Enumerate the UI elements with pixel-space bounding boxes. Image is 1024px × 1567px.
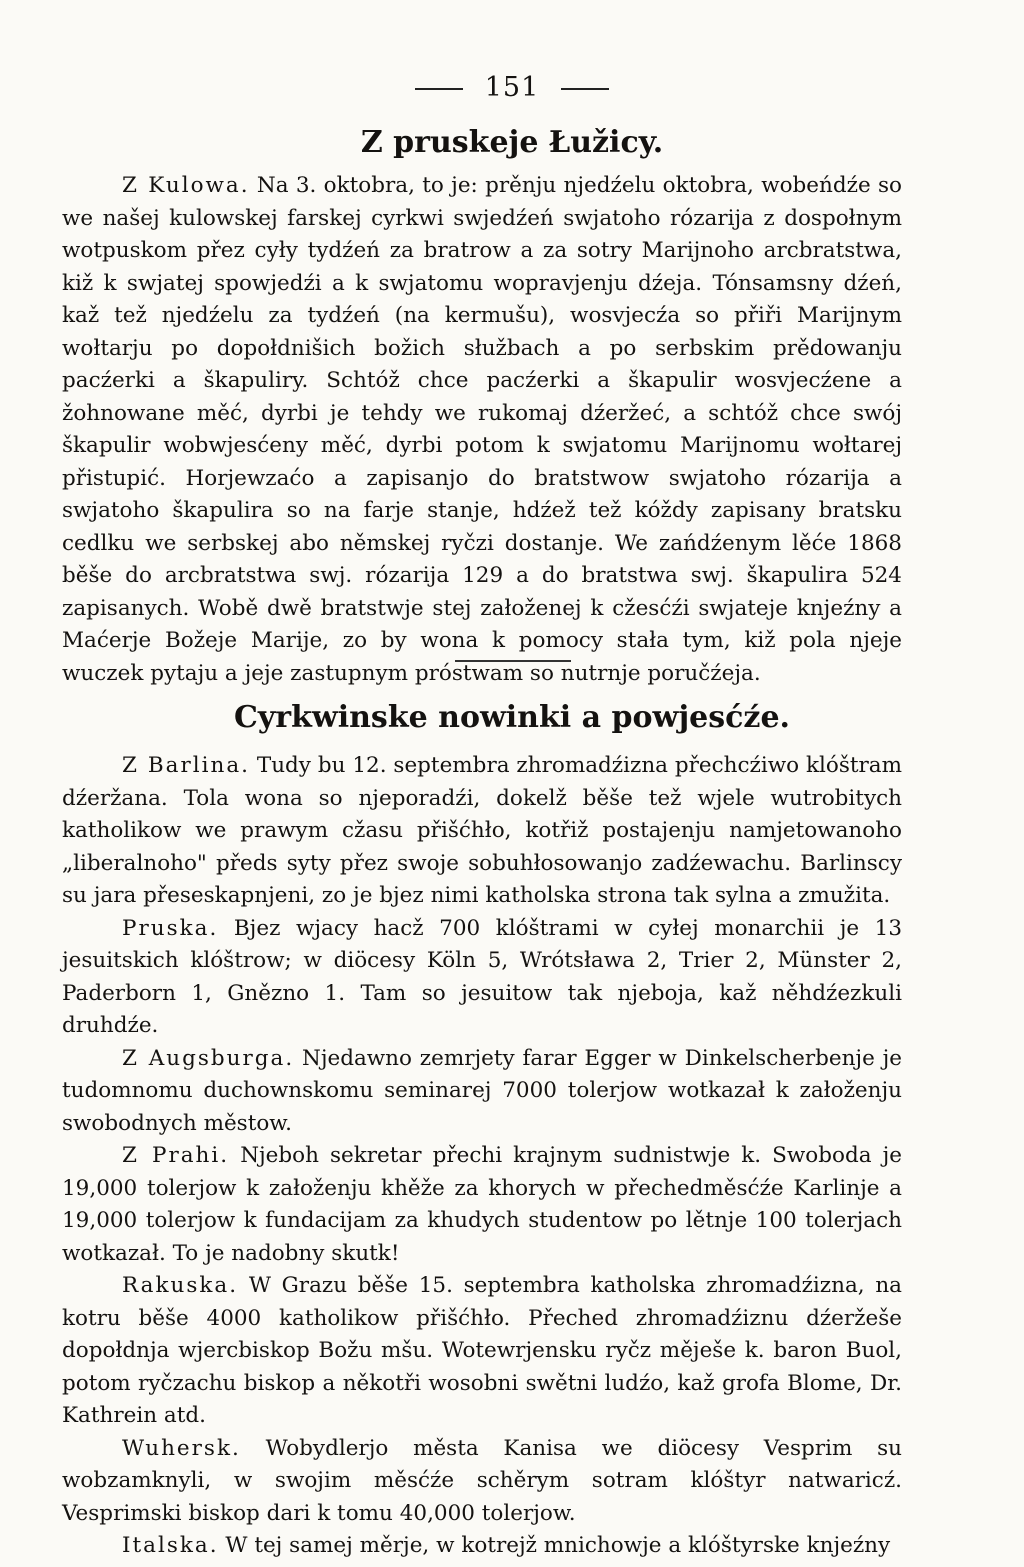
page-number: 151: [484, 72, 540, 103]
paragraph-text: Bjez wjacy hacž 700 klóštrami w cyłej monarchii je 13 jesuitskich klóštrow; w diöcesy Köln 5, Wrótsława 2, Trier 2, Münster 2, Paderborn 1, Gnězno 1. Tam so jesuitow tak njeboja, kaž něhdźezkuli druhdźe.: [62, 915, 902, 1038]
paragraph-text: W tej samej měrje, w kotrejž mnichowje a klóštyrske knjeźny: [225, 1533, 891, 1558]
paragraph-text: W Grazu běše 15. septembra katholska zhromadźizna, na kotru běše 4000 katholikow přišćhło. Přeched zhromadźiznu dźeržeše dopołdnja wjercbiskop Božu mšu. Wotewrjensku ryčz měješe k. baron Buol, potom ryčzachu biskop a někotři wosobni swětni ludźo, kaž grofa Blome, Dr. Kathrein atd.: [62, 1273, 902, 1428]
place-name: Z Prahi.: [122, 1143, 230, 1168]
news-paragraph-augsburg: [62, 1043, 902, 1141]
section-heading-lusatia: Z pruskeje Łužicy.: [360, 125, 664, 160]
news-paragraph-berlin: [62, 750, 902, 913]
dash-left: [415, 88, 463, 90]
page-number-line: [0, 72, 1024, 103]
news-paragraph-hungary: [62, 1433, 902, 1531]
news-paragraph-austria: [62, 1270, 902, 1433]
news-paragraph-prussia: [62, 913, 902, 1043]
paragraph-text: Njedawno zemrjety farar Egger w Dinkelscherbenje je tudomnomu duchownskomu seminarej 7000 tolerjow wotkazał k załoženju swobodnych městow.: [62, 1045, 902, 1136]
place-name: Wuhersk.: [122, 1435, 241, 1461]
place-name: Z Kulowa.: [122, 173, 250, 198]
news-paragraph-prague: [62, 1140, 902, 1270]
paragraph-text: Wobydlerjo města Kanisa we diöcesy Vesprim su wobzamknyli, w swojim měsćźe schěrym sotram klóštyr natwaricź. Vesprimski biskop dari k tomu 40,000 tolerjow.: [62, 1435, 902, 1526]
paragraph-text: Tudy bu 12. septembra zhromadźizna přechcźiwo klóštram dźeržana. Tola wona so njeporadźi, dokelž běše tež wjele wutrobitych katholikow we prawym cžasu přišćhło, kotřiž postajenju namjetowanoho „liberalnoho" předs syty přez swoje sobuhłosowanjo zadźewachu. Barlinscy su jara přeseskapnjeni, zo je bjez nimi katholska strona tak sylna a zmužita.: [62, 753, 902, 908]
paragraph-text: Na 3. oktobra, to je: prěnju njedźelu oktobra, wobeńdźe so we našej kulowskej farskej cyrkwi swjedźeń swjatoho rózarija z dospołnym wotpuskom přez cyły tydźeń za bratrow a za sotry Marijnoho arcbratstwa, kiž k swjatej spowjedźi a k swjatomu wopravjenju dźeja. Tónsamsny dźeń, kaž tež njedźelu za tydźeń (na kermušu), wosvjecźa so přiři Marijnym wołtarju po dopołdnišich božich słužbach a po serbskim prědowanju pacźerki a škapuliry. Schtóž chce pacźerki a škapulir wosvjecźene a žohnowane měć, dyrbi je tehdy we rukomaj dźeržeć, a schtóž chce swój škapulir wobwjesćeny měć, dyrbi potom k swjatomu Marijnomu wołtarej přistupić. Horjewzaćo a zapisanjo do bratstwow swjatoho rózarija a swjatoho škapulira so na farje stanje, hdźež tež kóždy zapisany bratsku cedlku we serbskej abo němskej ryčzi dostanje. We zańdźenym lěće 1868 běše do arcbratstwa swj. rózarija 129 a do bratstwa swj. škapulira 524 zapisanych. Wobě dwě bratstwje stej załoženej k cžesćźi swjateje knjeźny a Maćerje Božeje Marije, zo by wona k pomocy stała tym, kiž pola njeje wuczek pytaju a jeje zastupnym próstwam so nutrnje poručźeja.: [62, 173, 902, 686]
place-name: Z Barlina.: [122, 753, 250, 778]
place-name: Pruska.: [122, 915, 219, 941]
paragraph-text: Njeboh sekretar přechi krajnym sudnistwje k. Swoboda je 19,000 tolerjow k załoženju khěže za khorych w přechedměsćźe Karlinje a 19,000 tolerjow k fundacijam za khudych studentow po lětnje 100 tolerjach wotkazał. To je nadobny skutk!: [62, 1143, 902, 1266]
dash-right: [561, 88, 609, 90]
news-paragraph-kulow: [62, 170, 902, 690]
section-heading-church-news: Cyrkwinske nowinki a powjesćźe.: [234, 700, 790, 735]
section-divider: [455, 660, 571, 662]
place-name: Z Augsburga.: [122, 1045, 295, 1071]
place-name: Italska.: [122, 1533, 219, 1558]
news-paragraph-italy: [62, 1530, 902, 1563]
section-body-lusatia: [62, 170, 902, 690]
section-body-church-news: [62, 750, 902, 1563]
place-name: Rakuska.: [122, 1273, 239, 1298]
